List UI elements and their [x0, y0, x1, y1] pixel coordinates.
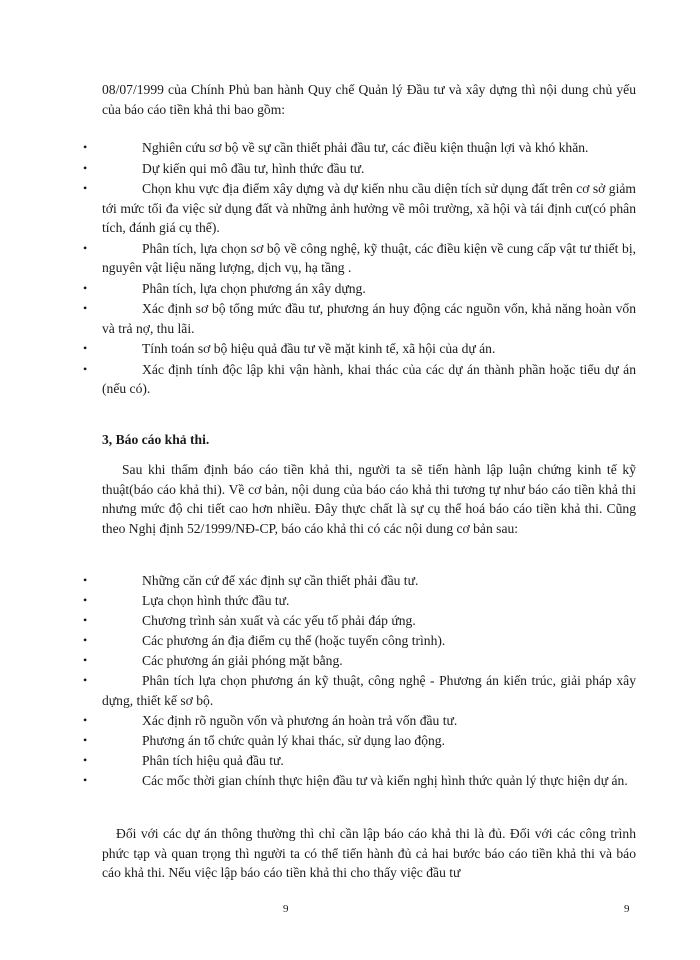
list-item-text: Phân tích, lựa chọn phương án xây dựng. — [142, 280, 366, 296]
list-item — [83, 731, 636, 751]
list-item-text: Các phương án giải phóng mặt bằng. — [142, 653, 343, 668]
bullet-icon: • — [83, 573, 88, 587]
list-item-text: Tính toán sơ bộ hiệu quả đầu tư về mặt kinh tế, xã hội của dự án. — [142, 341, 496, 356]
list-item-text: Phương án tổ chức quản lý khai thác, sử dụng lao động. — [142, 732, 446, 748]
bullet-icon: • — [83, 673, 88, 687]
list-item — [83, 279, 636, 299]
feasibility-intro-paragraph: Sau khi thẩm định báo cáo tiền khả thi, người ta sẽ tiến hành lập luận chứng kinh tế kỹ thuật(báo cáo khả thi). Về cơ bản, nội dung của báo cáo khả thi tương tự như báo cáo tiền khả thi nhưng mức độ chi tiết cao hơn nhiều. Đây thực chất là sự cụ thể hoá báo cáo tiền khả thi. Cũng theo Nghị định 52/1999/NĐ-CP, báo cáo khả thi có các nội dung cơ bản sau: — [102, 462, 636, 536]
list-item — [83, 179, 636, 238]
list-item-text: Lựa chọn hình thức đầu tư. — [142, 593, 290, 608]
list-item-text: Phân tích hiệu quả đầu tư. — [142, 752, 284, 768]
bullet-icon: • — [83, 240, 88, 255]
list-item — [83, 631, 636, 651]
bullet-icon: • — [83, 593, 88, 607]
intro-block — [102, 80, 636, 119]
list-item — [83, 591, 636, 611]
list-item — [83, 671, 636, 710]
list-item-text: Những căn cứ để xác định sự cần thiết phải đầu tư. — [142, 573, 419, 588]
list-item-text: Các phương án địa điểm cụ thể (hoặc tuyến công trình). — [142, 633, 446, 648]
bullet-icon: • — [83, 613, 88, 627]
bullet-icon: • — [83, 752, 88, 767]
list-item-text: Xác định rõ nguồn vốn và phương án hoàn trả vốn đầu tư. — [142, 712, 458, 728]
list-item-text: Chọn khu vực địa điểm xây dựng và dự kiến nhu cầu diện tích sử dụng đất trên cơ sở giảm tới mức tối đa việc sử dụng đất và những ảnh hưởng về môi trường, xã hội và tái định cư(có phân tích, đánh giá cụ thể). — [102, 181, 636, 235]
bullet-icon: • — [83, 633, 88, 647]
bullet-icon: • — [83, 160, 88, 175]
bullet-icon: • — [83, 653, 88, 667]
list-item — [83, 299, 636, 338]
section-heading: 3, Báo cáo khả thi. — [102, 432, 210, 447]
list-item — [83, 239, 636, 278]
list-item — [83, 711, 636, 731]
bullet-icon: • — [83, 280, 88, 295]
list-item — [83, 571, 636, 591]
bullet-icon: • — [83, 140, 88, 154]
intro-paragraph: 08/07/1999 của Chính Phủ ban hành Quy chế Quản lý Đầu tư và xây dựng thì nội dung chủ yếu của báo cáo tiền khả thi bao gồm: — [102, 82, 636, 117]
list-item-text: Nghiên cứu sơ bộ về sự cần thiết phải đầu tư, các điều kiện thuận lợi và khó khăn. — [142, 140, 589, 155]
list-item — [83, 651, 636, 671]
feasibility-content-list — [83, 571, 636, 791]
list-item — [83, 159, 636, 179]
page-number-right: 9 — [624, 903, 630, 915]
list-item-text: Phân tích, lựa chọn sơ bộ về công nghệ, kỹ thuật, các điều kiện về cung cấp vật tư thiết bị, nguyên vật liệu năng lượng, dịch vụ, hạ tầng . — [102, 240, 636, 275]
list-item — [83, 611, 636, 631]
closing-paragraph: Đối với các dự án thông thường thì chỉ cần lập báo cáo khả thi là đủ. Đối với các công trình phức tạp và quan trọng thì người ta có thể tiến hành đủ cả hai bước báo cáo tiền khả thi và báo cáo khả thi. Nếu việc lập báo cáo tiền khả thi cho thấy việc đầu tư — [102, 826, 636, 880]
bullet-icon: • — [83, 301, 88, 315]
list-item — [83, 360, 636, 399]
list-item-text: Xác định sơ bộ tổng mức đầu tư, phương án huy động các nguồn vốn, khả năng hoàn vốn và trả nợ, thu lãi. — [102, 301, 636, 336]
bullet-icon: • — [83, 712, 88, 727]
list-item — [83, 138, 636, 158]
bullet-icon: • — [83, 361, 88, 376]
list-item — [83, 339, 636, 359]
bullet-icon: • — [83, 341, 88, 355]
list-item-text: Các mốc thời gian chính thực hiện đầu tư và kiến nghị hình thức quản lý thực hiện dự án. — [142, 772, 628, 788]
list-item-text: Dự kiến qui mô đầu tư, hình thức đầu tư. — [142, 160, 365, 176]
bullet-icon: • — [83, 181, 88, 195]
list-item-text: Phân tích lựa chọn phương án kỹ thuật, công nghệ - Phương án kiến trúc, giải pháp xây dựng, thiết kế sơ bộ. — [102, 673, 636, 708]
page-number-center: 9 — [283, 903, 289, 915]
list-item-text: Xác định tính độc lập khi vận hành, khai thác của các dự án thành phần hoặc tiểu dự án (nếu có). — [102, 361, 636, 396]
bullet-icon: • — [83, 732, 88, 747]
list-item — [83, 771, 636, 791]
list-item-text: Chương trình sản xuất và các yếu tố phải đáp ứng. — [142, 613, 416, 628]
pre-feasibility-content-list — [83, 138, 636, 400]
bullet-icon: • — [83, 772, 88, 787]
list-item — [83, 751, 636, 771]
